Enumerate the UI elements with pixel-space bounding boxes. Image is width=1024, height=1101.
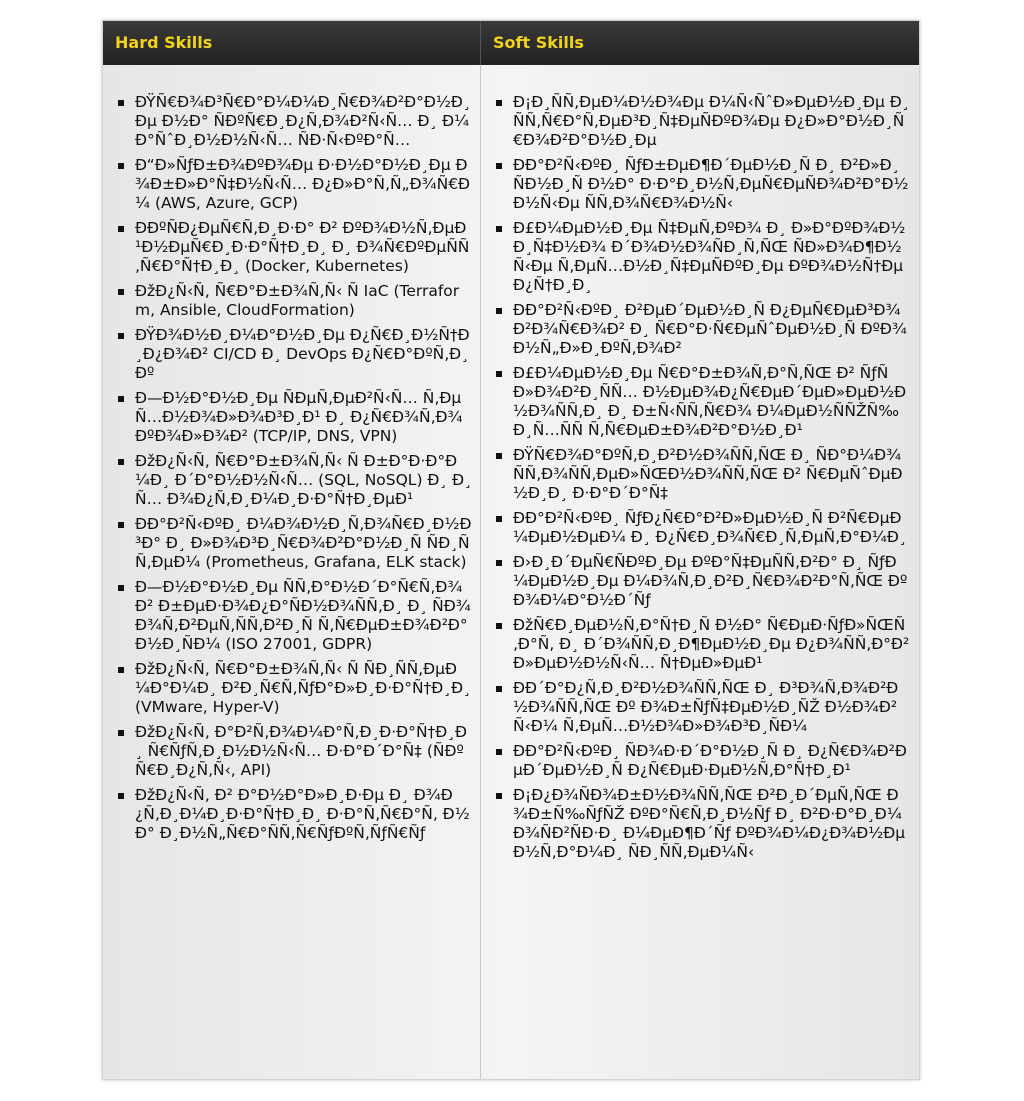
hard-skills-header: Hard Skills — [103, 21, 481, 65]
list-item: ĐŸÑ€Đ¾Đ³Ñ€Đ°Đ¼Đ¼Đ¸Ñ€Đ¾Đ²Đ°Đ½Đ¸Đµ Đ½Đ° ÑĐºÑ€Đ¸Đ¿Ñ‚Đ¾Đ²Ñ‹Ñ… Đ¸ Đ¼Đ°ÑˆĐ¸Đ½Đ½Ñ‹Ñ… ÑĐ·Ñ‹ĐºĐ°Ñ… — [135, 93, 480, 150]
list-item: Đ“Đ»ÑƒĐ±Đ¾ĐºĐ¾Đµ Đ·Đ½Đ°Đ½Đ¸Đµ Đ¾Đ±Đ»Đ°Ñ‡Đ½Ñ‹Ñ… Đ¿Đ»Đ°Ñ‚Ñ„Đ¾Ñ€Đ¼ (AWS, Azure, GCP) — [135, 156, 480, 213]
list-item: ĐŸĐ¾Đ½Đ¸Đ¼Đ°Đ½Đ¸Đµ Đ¿Ñ€Đ¸Đ½Ñ†Đ¸Đ¿Đ¾Đ² CI/CD Đ¸ DevOps Đ¿Ñ€Đ°ĐºÑ‚Đ¸Đº — [135, 326, 480, 383]
list-item: ĐĐ°Đ²Ñ‹ĐºĐ¸ ÑƒĐ¿Ñ€Đ°Đ²Đ»ĐµĐ½Đ¸Ñ Đ²Ñ€ĐµĐ¼ĐµĐ½ĐµĐ¼ Đ¸ Đ¿Ñ€Đ¸Đ¾Ñ€Đ¸Ñ‚ĐµÑ‚Đ°Đ¼Đ¸ — [513, 509, 919, 547]
soft-skills-column — [481, 65, 919, 1079]
hard-skills-list — [103, 93, 480, 843]
list-item: ĐžĐ¿Ñ‹Ñ‚ Ñ€Đ°Đ±Đ¾Ñ‚Ñ‹ Ñ Đ±Đ°Đ·Đ°Đ¼Đ¸ Đ´Đ°Đ½Đ½Ñ‹Ñ… (SQL, NoSQL) Đ¸ Đ¸Ñ… Đ¾Đ¿Ñ‚Đ¸Đ¼Đ¸Đ·Đ°Ñ†Đ¸ĐµĐ¹ — [135, 452, 480, 509]
list-item: ĐĐ°Đ²Ñ‹ĐºĐ¸ ÑĐ¾Đ·Đ´Đ°Đ½Đ¸Ñ Đ¸ Đ¿Ñ€Đ¾Đ²ĐµĐ´ĐµĐ½Đ¸Ñ Đ¿Ñ€ĐµĐ·ĐµĐ½Ñ‚Đ°Ñ†Đ¸Đ¹ — [513, 742, 919, 780]
soft-skills-list — [481, 93, 919, 862]
skills-table — [102, 20, 920, 1080]
list-item: Đ£Đ¼ĐµĐ½Đ¸Đµ Ñ‡ĐµÑ‚ĐºĐ¾ Đ¸ Đ»Đ°ĐºĐ¾Đ½Đ¸Ñ‡Đ½Đ¾ Đ´Đ¾Đ½Đ¾ÑĐ¸Ñ‚ÑŒ ÑĐ»Đ¾Đ¶Đ½Ñ‹Đµ Ñ‚ĐµÑ…Đ½Đ¸Ñ‡ĐµÑĐºĐ¸Đµ ĐºĐ¾Đ½Ñ†ĐµĐ¿Ñ†Đ¸Đ¸ — [513, 219, 919, 295]
list-item: ĐŸÑ€Đ¾Đ°ĐºÑ‚Đ¸Đ²Đ½Đ¾ÑÑ‚ÑŒ Đ¸ ÑĐ°Đ¼Đ¾ÑÑ‚Đ¾ÑÑ‚ĐµĐ»ÑŒĐ½Đ¾ÑÑ‚ÑŒ Đ² Ñ€ĐµÑˆĐµĐ½Đ¸Đ¸ Đ·Đ°Đ´Đ°Ñ‡ — [513, 446, 919, 503]
table-body — [103, 65, 919, 1079]
hard-skills-column — [103, 65, 481, 1079]
list-item: Đ—Đ½Đ°Đ½Đ¸Đµ ÑÑ‚Đ°Đ½Đ´Đ°Ñ€Ñ‚Đ¾Đ² Đ±ĐµĐ·Đ¾Đ¿Đ°ÑĐ½Đ¾ÑÑ‚Đ¸ Đ¸ ÑĐ¾Đ¾Ñ‚Đ²ĐµÑ‚ÑÑ‚Đ²Đ¸Ñ Ñ‚Ñ€ĐµĐ±Đ¾Đ²Đ°Đ½Đ¸ÑĐ¼ (ISO 27001, GDPR) — [135, 578, 480, 654]
list-item: ĐžĐ¿Ñ‹Ñ‚ Đ°Đ²Ñ‚Đ¾Đ¼Đ°Ñ‚Đ¸Đ·Đ°Ñ†Đ¸Đ¸ Ñ€ÑƒÑ‚Đ¸Đ½Đ½Ñ‹Ñ… Đ·Đ°Đ´Đ°Ñ‡ (ÑĐºÑ€Đ¸Đ¿Ñ‚Ñ‹, API) — [135, 723, 480, 780]
list-item: Đ—Đ½Đ°Đ½Đ¸Đµ ÑĐµÑ‚ĐµĐ²Ñ‹Ñ… Ñ‚ĐµÑ…Đ½Đ¾Đ»Đ¾Đ³Đ¸Đ¹ Đ¸ Đ¿Ñ€Đ¾Ñ‚Đ¾ĐºĐ¾Đ»Đ¾Đ² (TCP/IP, DNS, VPN) — [135, 389, 480, 446]
table-header — [103, 21, 919, 65]
list-item: ĐžĐ¿Ñ‹Ñ‚ Ñ€Đ°Đ±Đ¾Ñ‚Ñ‹ Ñ IaC (Terraform, Ansible, CloudFormation) — [135, 282, 480, 320]
list-item: ĐžĐ¿Ñ‹Ñ‚ Ñ€Đ°Đ±Đ¾Ñ‚Ñ‹ Ñ ÑĐ¸ÑÑ‚ĐµĐ¼Đ°Đ¼Đ¸ Đ²Đ¸Ñ€Ñ‚ÑƒĐ°Đ»Đ¸Đ·Đ°Ñ†Đ¸Đ¸ (VMware, Hyper-V) — [135, 660, 480, 717]
list-item: ĐĐ°Đ²Ñ‹ĐºĐ¸ Đ¼Đ¾Đ½Đ¸Ñ‚Đ¾Ñ€Đ¸Đ½Đ³Đ° Đ¸ Đ»Đ¾Đ³Đ¸Ñ€Đ¾Đ²Đ°Đ½Đ¸Ñ ÑĐ¸ÑÑ‚ĐµĐ¼ (Prometheus, Grafana, ELK stack) — [135, 515, 480, 572]
list-item: ĐĐ°Đ²Ñ‹ĐºĐ¸ ÑƒĐ±ĐµĐ¶Đ´ĐµĐ½Đ¸Ñ Đ¸ Đ²Đ»Đ¸ÑĐ½Đ¸Ñ Đ½Đ° Đ·Đ°Đ¸Đ½Ñ‚ĐµÑ€ĐµÑĐ¾Đ²Đ°Đ½Đ½Ñ‹Đµ ÑÑ‚Đ¾Ñ€Đ¾Đ½Ñ‹ — [513, 156, 919, 213]
list-item: Đ¡Đ¿Đ¾ÑĐ¾Đ±Đ½Đ¾ÑÑ‚ÑŒ Đ²Đ¸Đ´ĐµÑ‚ÑŒ Đ¾Đ±Ñ‰ÑƒÑŽ ĐºĐ°Ñ€Ñ‚Đ¸Đ½Ñƒ Đ¸ Đ²Đ·Đ°Đ¸Đ¼Đ¾ÑĐ²ÑĐ·Đ¸ Đ¼ĐµĐ¶Đ´Ñƒ ĐºĐ¾Đ¼Đ¿Đ¾Đ½ĐµĐ½Ñ‚Đ°Đ¼Đ¸ ÑĐ¸ÑÑ‚ĐµĐ¼Ñ‹ — [513, 786, 919, 862]
list-item: ĐĐ´Đ°Đ¿Ñ‚Đ¸Đ²Đ½Đ¾ÑÑ‚ÑŒ Đ¸ Đ³Đ¾Ñ‚Đ¾Đ²Đ½Đ¾ÑÑ‚ÑŒ Đº Đ¾Đ±ÑƒÑ‡ĐµĐ½Đ¸ÑŽ Đ½Đ¾Đ²Ñ‹Đ¼ Ñ‚ĐµÑ…Đ½Đ¾Đ»Đ¾Đ³Đ¸ÑĐ¼ — [513, 679, 919, 736]
list-item: Đ£Đ¼ĐµĐ½Đ¸Đµ Ñ€Đ°Đ±Đ¾Ñ‚Đ°Ñ‚ÑŒ Đ² ÑƒÑĐ»Đ¾Đ²Đ¸ÑÑ… Đ½ĐµĐ¾Đ¿Ñ€ĐµĐ´ĐµĐ»ĐµĐ½Đ½Đ¾ÑÑ‚Đ¸ Đ¸ Đ±Ñ‹ÑÑ‚Ñ€Đ¾ Đ¼ĐµĐ½ÑÑŽÑ‰Đ¸Ñ…ÑÑ Ñ‚Ñ€ĐµĐ±Đ¾Đ²Đ°Đ½Đ¸Đ¹ — [513, 364, 919, 440]
soft-skills-header: Soft Skills — [493, 33, 584, 52]
list-item: Đ¡Đ¸ÑÑ‚ĐµĐ¼Đ½Đ¾Đµ Đ¼Ñ‹ÑˆĐ»ĐµĐ½Đ¸Đµ Đ¸ ÑÑ‚Ñ€Đ°Ñ‚ĐµĐ³Đ¸Ñ‡ĐµÑĐºĐ¾Đµ Đ¿Đ»Đ°Đ½Đ¸Ñ€Đ¾Đ²Đ°Đ½Đ¸Đµ — [513, 93, 919, 150]
list-item: Đ›Đ¸Đ´ĐµÑ€ÑĐºĐ¸Đµ ĐºĐ°Ñ‡ĐµÑÑ‚Đ²Đ° Đ¸ ÑƒĐ¼ĐµĐ½Đ¸Đµ Đ¼Đ¾Ñ‚Đ¸Đ²Đ¸Ñ€Đ¾Đ²Đ°Ñ‚ÑŒ ĐºĐ¾Đ¼Đ°Đ½Đ´Ñƒ — [513, 553, 919, 610]
list-item: ĐĐ°Đ²Ñ‹ĐºĐ¸ Đ²ĐµĐ´ĐµĐ½Đ¸Ñ Đ¿ĐµÑ€ĐµĐ³Đ¾Đ²Đ¾Ñ€Đ¾Đ² Đ¸ Ñ€Đ°Đ·Ñ€ĐµÑˆĐµĐ½Đ¸Ñ ĐºĐ¾Đ½Ñ„Đ»Đ¸ĐºÑ‚Đ¾Đ² — [513, 301, 919, 358]
list-item: ĐĐºÑĐ¿ĐµÑ€Ñ‚Đ¸Đ·Đ° Đ² ĐºĐ¾Đ½Ñ‚ĐµĐ¹Đ½ĐµÑ€Đ¸Đ·Đ°Ñ†Đ¸Đ¸ Đ¸ Đ¾Ñ€ĐºĐµÑÑ‚Ñ€Đ°Ñ†Đ¸Đ¸ (Docker, Kubernetes) — [135, 219, 480, 276]
list-item: ĐžĐ¿Ñ‹Ñ‚ Đ² Đ°Đ½Đ°Đ»Đ¸Đ·Đµ Đ¸ Đ¾Đ¿Ñ‚Đ¸Đ¼Đ¸Đ·Đ°Ñ†Đ¸Đ¸ Đ·Đ°Ñ‚Ñ€Đ°Ñ‚ Đ½Đ° Đ¸Đ½Ñ„Ñ€Đ°ÑÑ‚Ñ€ÑƒĐºÑ‚ÑƒÑ€Ñƒ — [135, 786, 480, 843]
list-item: ĐžÑ€Đ¸ĐµĐ½Ñ‚Đ°Ñ†Đ¸Ñ Đ½Đ° Ñ€ĐµĐ·ÑƒĐ»ÑŒÑ‚Đ°Ñ‚ Đ¸ Đ´Đ¾ÑÑ‚Đ¸Đ¶ĐµĐ½Đ¸Đµ Đ¿Đ¾ÑÑ‚Đ°Đ²Đ»ĐµĐ½Đ½Ñ‹Ñ… Ñ†ĐµĐ»ĐµĐ¹ — [513, 616, 919, 673]
